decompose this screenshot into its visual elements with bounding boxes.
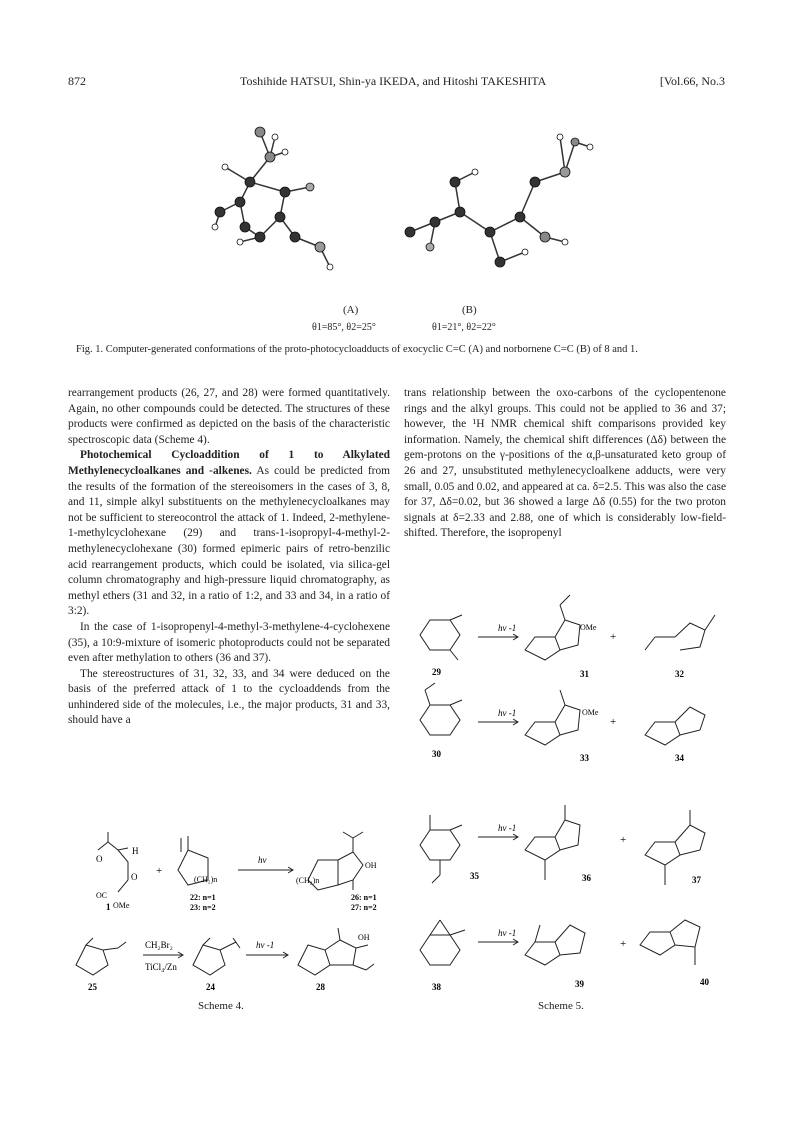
compound-34: 34 [675,753,684,763]
plus-sign: + [156,865,163,877]
compound-23: 23: n=2 [190,903,216,912]
compound-38: 38 [432,982,441,992]
hv1-label: hν -1 [498,928,517,938]
compound-31: 31 [580,669,589,679]
figure-label-b: (B) [462,304,477,316]
label-oh: O [131,872,138,882]
section-heading: Photochemical Cycloaddition of 1 to Alkylated Methylenecycloalkanes and -alkenes. [68,449,390,477]
label-o: O [96,854,103,864]
compound-30: 30 [432,749,441,759]
running-authors: Toshihide HATSUI, Shin-ya IKEDA, and Hitoshi TAKESHITA [240,74,547,88]
label-ome: OMe [580,623,597,632]
compound-1: 1 [106,902,111,912]
model-b-atoms [405,134,593,267]
scheme-5 [410,575,730,995]
plus-sign: + [610,716,617,728]
label-ome: OMe [582,708,599,717]
label-oh-product: OH [365,861,377,870]
paragraph: In the case of 1-isopropenyl-4-methyl-3-methylene-4-cyclohexene (35), a 10:9-mixture of isomeric photoproducts could not be separated even after methylation to others (36 and 37). [68,620,390,665]
plus-sign: + [610,631,617,643]
compound-40: 40 [700,977,709,987]
compound-35: 35 [470,871,479,881]
paragraph: The stereostructures of 31, 32, 33, and 34 were deduced on the basis of the preferred attack of 1 to the cycloaddends from the unhindered side of the molecules, i.e., the major products, 31 and 33, should have a [68,667,390,727]
compound-39: 39 [575,979,584,989]
figure-1-models [190,112,610,302]
paragraph: trans relationship between the oxo-carbons of the cyclopentenone rings and the alkyl groups. This could not be applied to 36 and 37; however, the ¹H NMR chemical shift comparisons provided key information. Namely, the chemical shift differences (Δδ) between the gem-protons on the γ-positions of the α,β-unsaturated keto group of 26 and 27, unsubstituted methylenecycloalkene adducts, were very small, 0.05 and 0.02, and appeared at ca. δ=2.5. This was also the case for 37, Δδ=0.02, but 36 showed a large Δδ (0.55) for the two proton signals at δ=2.33 and 2.88, one of which is considerably low-field-shifted. Therefore, the isopropenyl [404,387,726,540]
label-oh-28: OH [358,933,370,942]
reagent-ticl4: TiCl₄/Zn [145,962,177,972]
hv-label: hν [258,855,267,865]
scheme-4-title: Scheme 4. [198,1000,244,1012]
hv1-label: hν -1 [498,823,517,833]
angles-a: θ1=85°, θ2=25° [312,322,376,333]
compound-29: 29 [432,667,441,677]
hv1-label: hν -1 [498,623,517,633]
figure-1-caption: Fig. 1. Computer-generated conformations of the proto-photocycloadducts of exocyclic C=C (A) and norbornene C=C (B) of 8 and 1. [76,344,638,355]
compound-32: 32 [675,669,684,679]
compound-24: 24 [206,982,215,992]
paragraph: As could be predicted from the results of the formation of the stereoisomers in the cases of 3, 8, and 11, simple alkyl substituents on the methylenecycloalkanes may not be sufficient to stereocontrol the attack of 1. Indeed, 2-methylene-1-methylcyclohexane (29) and trans-1-isopropyl-4-methyl-2-methylenecyclohexane (30) formed epimeric pairs of retro-benzilic acid rearrangement products, which could be isolated, via silica-gel column chromatography and high-pressure liquid chromatography, as methyl ethers (31 and 32, in a ratio of 1:2, and 33 and 34, in a ratio of 3:2). [68,464,390,618]
paragraph: rearrangement products (26, 27, and 28) were formed quantitatively. Again, no other compounds could be detected. The structures of these products were confirmed as depicted on the basis of the characteristic spectroscopic data (Scheme 4). [68,387,390,446]
right-column [404,386,726,542]
compound-37: 37 [692,875,701,885]
reagent-ch2br2: CH₂Br₂ [145,940,173,950]
compound-27: 27: n=2 [351,903,377,912]
label-h: H [132,846,139,856]
scheme-4 [68,830,390,995]
label-oc: OC [96,891,108,900]
compound-26: 26: n=1 [351,893,377,902]
label-ch2n-product: (CH₂)n [296,876,320,885]
label-ch2n: (CH₂)n [194,875,218,884]
left-column [68,386,390,729]
compound-22: 22: n=1 [190,893,216,902]
figure-label-a: (A) [343,304,359,316]
hv1-label: hν -1 [498,708,517,718]
plus-sign: + [620,938,627,950]
compound-36: 36 [582,873,591,883]
scheme-5-title: Scheme 5. [538,1000,584,1012]
hv1-label: hν -1 [256,940,275,950]
compound-33: 33 [580,753,589,763]
page-number: 872 [68,74,86,88]
volume-info: [Vol.66, No.3 [659,74,725,88]
label-ome: OMe [113,901,130,910]
plus-sign: + [620,834,627,846]
angles-b: θ1=21°, θ2=22° [432,322,496,333]
compound-25: 25 [88,982,97,992]
compound-28: 28 [316,982,325,992]
